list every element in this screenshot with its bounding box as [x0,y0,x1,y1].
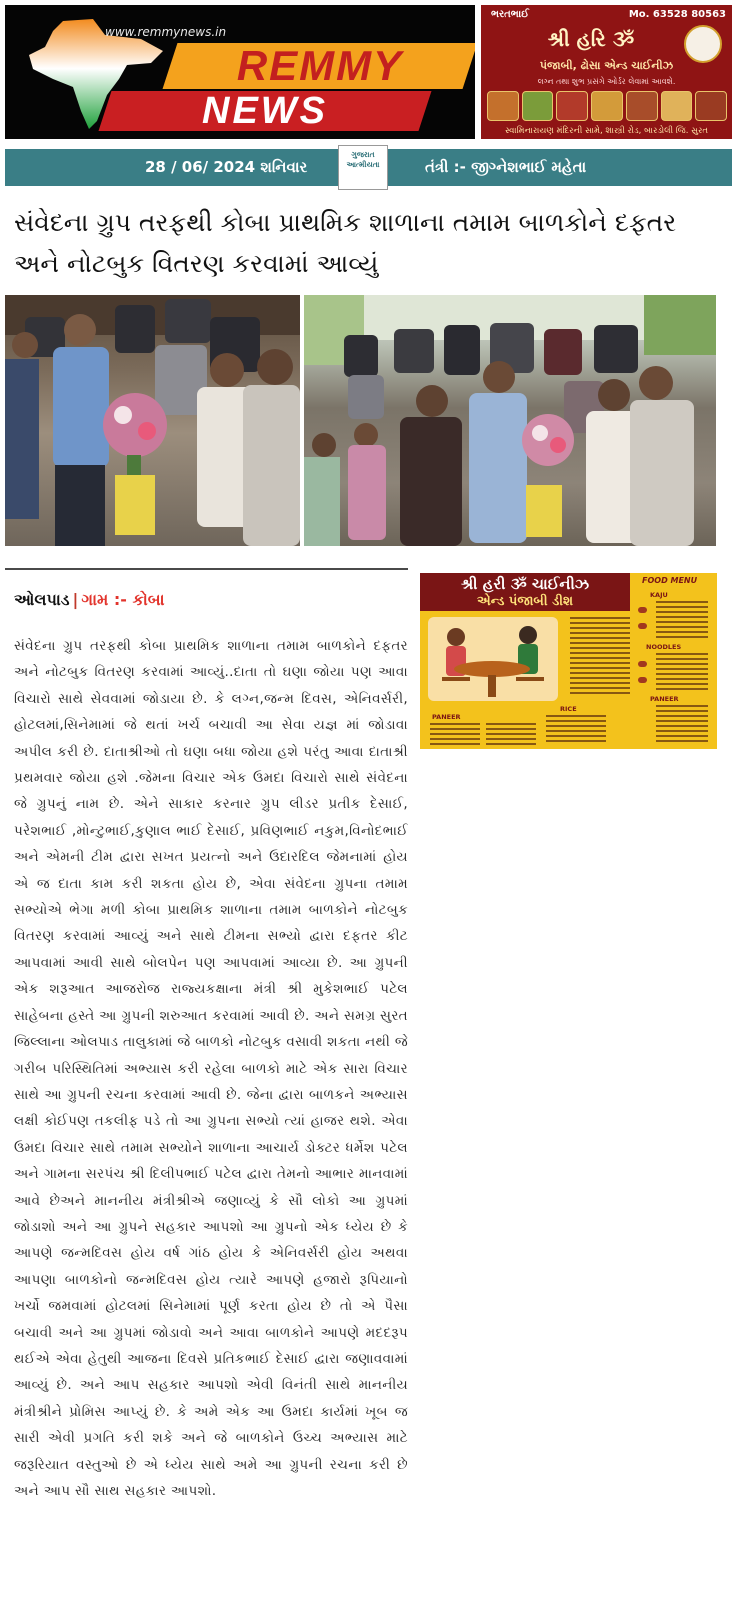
menu-list [486,723,536,745]
dish-icon [638,677,647,683]
website-url: www.remmynews.in [105,25,227,39]
dish-image [695,91,727,121]
menu-category: PANEER [432,713,461,721]
event-photo-left [5,295,300,546]
menu-category: KAJU [650,591,668,599]
dish-icon [638,623,647,629]
editor-name: તંત્રી :- જીગ્નેશભાઈ મહેતા [425,158,587,176]
ad-restaurant-name: શ્રી હરિ ૐ [547,27,635,51]
dish-image [522,91,554,121]
menu-list [656,705,708,743]
dateline-village: ગામ :- કોબા [81,590,165,609]
dateline-separator: | [72,590,79,609]
dining-illustration [428,617,558,701]
side-ad-header [420,573,630,611]
publication-logo: ગુજરાત આત્મીયતા [338,145,388,190]
ad-owner: ભરતભાઈ [491,9,529,20]
date-bar [5,149,732,186]
issue-date: 28 / 06/ 2024 શનિવાર [145,158,308,176]
ad-address: સ્વામિનારાયણ મંદિરની સામે, શાસ્ત્રી રોડ, બારડોલી જિ. સુરત [504,126,709,136]
menu-list [546,715,606,745]
dish-image [556,91,588,121]
dish-image [661,91,693,121]
article-dateline [14,590,165,610]
ad-phone: Mo. 63528 80563 [628,9,726,20]
section-divider [5,568,408,570]
menu-list [430,723,480,745]
side-advertisement [420,573,717,749]
ad-dish-photos [487,91,727,121]
dish-image [487,91,519,121]
menu-list [570,617,630,697]
side-ad-subname: એન્ડ પંજાબી ડીશ [477,594,573,609]
event-photo-right [304,295,716,546]
menu-heading: FOOD MENU [642,576,698,585]
top-advertisement [481,5,732,139]
ad-subtitle: પંજાબી, ઢોસા એન્ડ ચાઈનીઝ [539,59,674,72]
ad-tagline: લગ્ન તથા શુભ પ્રસંગે ઓર્ડર લેવામાં આવશે. [537,77,676,86]
menu-category: PANEER [650,695,679,703]
menu-list [656,653,708,693]
photo-scene [5,295,300,546]
dining-couple-icon [428,617,558,701]
menu-list [656,601,708,641]
photo-scene [304,295,716,546]
brand-news: NEWS [99,91,432,131]
article-headline: સંવેદના ગ્રુપ તરફથી કોબા પ્રાથમિક શાળાના તમામ બાળકોને દફતર અને નોટબુક વિતરણ કરવામાં આવ્યું [14,208,677,278]
dish-image [591,91,623,121]
side-ad-name: શ્રી હરી ૐ ચાઈનીઝ [460,575,590,593]
dish-icon [638,607,647,613]
dateline-place: ઓલપાડ [14,590,70,609]
chef-icon [684,25,722,63]
dish-image [626,91,658,121]
dish-icon [638,661,647,667]
masthead-logo [5,5,475,139]
article-body: સંવેદના ગ્રુપ તરફથી કોબા પ્રાથમિક શાળાના તમામ બાળકોને દફતર અને નોટબુક વિતરણ કરવામાં આવ્યું..દાતા તો ઘણા જોયા પણ આવા વિચારો સાથે સેવવામાં જોડાયા છે. કે લગ્ન,જન્મ દિવસ, એનિવર્સરી, હોટલમાં,સિનેમામાં જે થતાં ખર્ચ બચાવી આ સેવા યજ્ઞ માં જોડાવા અપીલ કરી છે. દાતાશ્રીઓ તો ઘણા બધા જોયા હશે પરંતુ આવા દાતાશ્રી પ્રથમવાર જોયા હશે .જેમના વિચાર એક ઉમદા વિચારો સાથે સંવેદના જે ગ્રુપનું નામ છે. એને સાકાર કરનાર ગ્રુપ લીડર પ્રતીક દેસાઈ, પરેશભાઈ ,મોન્ટુભાઈ,કુણાલ ભાઈ દેસાઈ, પ્રવિણભાઈ નકુમ,વિનોદભાઈ અને એમની ટીમ દ્વારા સખત પ્રયત્નો અને ઉદારદિલ જેમનામાં હોય એ જ દાતા કામ કરી શકતા હોય છે, એવા સંવેદના ગ્રુપના તમામ સભ્યોએ ભેગા મળી કોબા પ્રાથમિક શાળાના તમામ બાળકોને નોટબુક વિતરણ કરવામાં આવ્યું અને સાથે ટીમના સભ્યો દ્વારા દફતર કીટ આપવામાં આવી સાથે બોલપેન પણ આપવામાં આવ્યા છે. આ ગ્રુપની એક શરૂઆત આજરોજ રાજ્યકક્ષાના મંત્રી શ્રી મુકેશભાઈ પટેલ સાહેબના હસ્તે આ ગ્રુપની શરુઆત કરવામાં આવી છે. અને સમગ્ર સુરત જિલ્લાના ઓલપાડ તાલુકામાં જે બાળકો નોટબુક વસાવી શકતા નથી જે ગરીબ પરિસ્થિતિમાં અભ્યાસ કરી રહેલા બાળકો માટે એક સારા વિચાર સાથે આ ગ્રુપની રચના કરવામાં આવી છે. જેના દ્વારા બાળકને અભ્યાસ લક્ષી કોઈપણ તકલીફ પડે તો આ ગ્રુપના સભ્યો ત્યાં હાજર થશે. એવા ઉમદા વિચાર સાથે તમામ સભ્યોને શાળાના આચાર્ય ડોક્ટર ધર્મેશ પટેલ અને ગામના સરપંચ શ્રી દિલીપભાઈ પટેલ દ્વારા તેમનો આભાર માનવામાં આવે છેઅને માનનીય મંત્રીશ્રીએ જણાવ્યું કે સૌ લોકો આ ગ્રુપમાં જોડાશો અને આ ગ્રુપને સહકાર આપશો આ ગ્રુપનો એક ધ્યેય છે કે આપણે જન્મદિવસ હોય વર્ષ ગાંઠ હોય કે એનિવર્સરી હોય અથવા આપણા બાળકોનો જન્મદિવસ હોય ત્યારે આપણે હજારો રૂપિયાનો ખર્ચો જમવામાં હોટલમાં સિનેમામાં પૂર્ણ કરતા હોય છે તો એ પૈસા બચાવી અને આ ગ્રુપમાં જોડાવો અને આવા બાળકોને આપણે મદદરૂપ થઈએ એવા હેતુથી આજના દિવસે પ્રતિકભાઈ દેસાઈ દ્વારા જણાવવામાં આવ્યું છે. અને આપ સહકાર આપશો એવી વિનંતી સાથે માનનીય મંત્રીશ્રીને પ્રોમિસ આપ્યું છે. કે અમે એક આ ઉમદા કાર્યમાં ખૂબ જ સારી એવી પ્રગતિ કરી શકે અને જે બાળકોને ઉચ્ચ અભ્યાસ માટે જરૂરિયાત વસ્તુઓ છે એ ધ્યેય સાથે અમે આ ગ્રુપની રચના કરી છે અને આપ સૌ સાથ સહકાર આપશો. [14,638,408,1499]
menu-category: RICE [560,705,577,713]
brand-remmy: REMMY [163,43,475,89]
menu-category: NOODLES [646,643,682,651]
